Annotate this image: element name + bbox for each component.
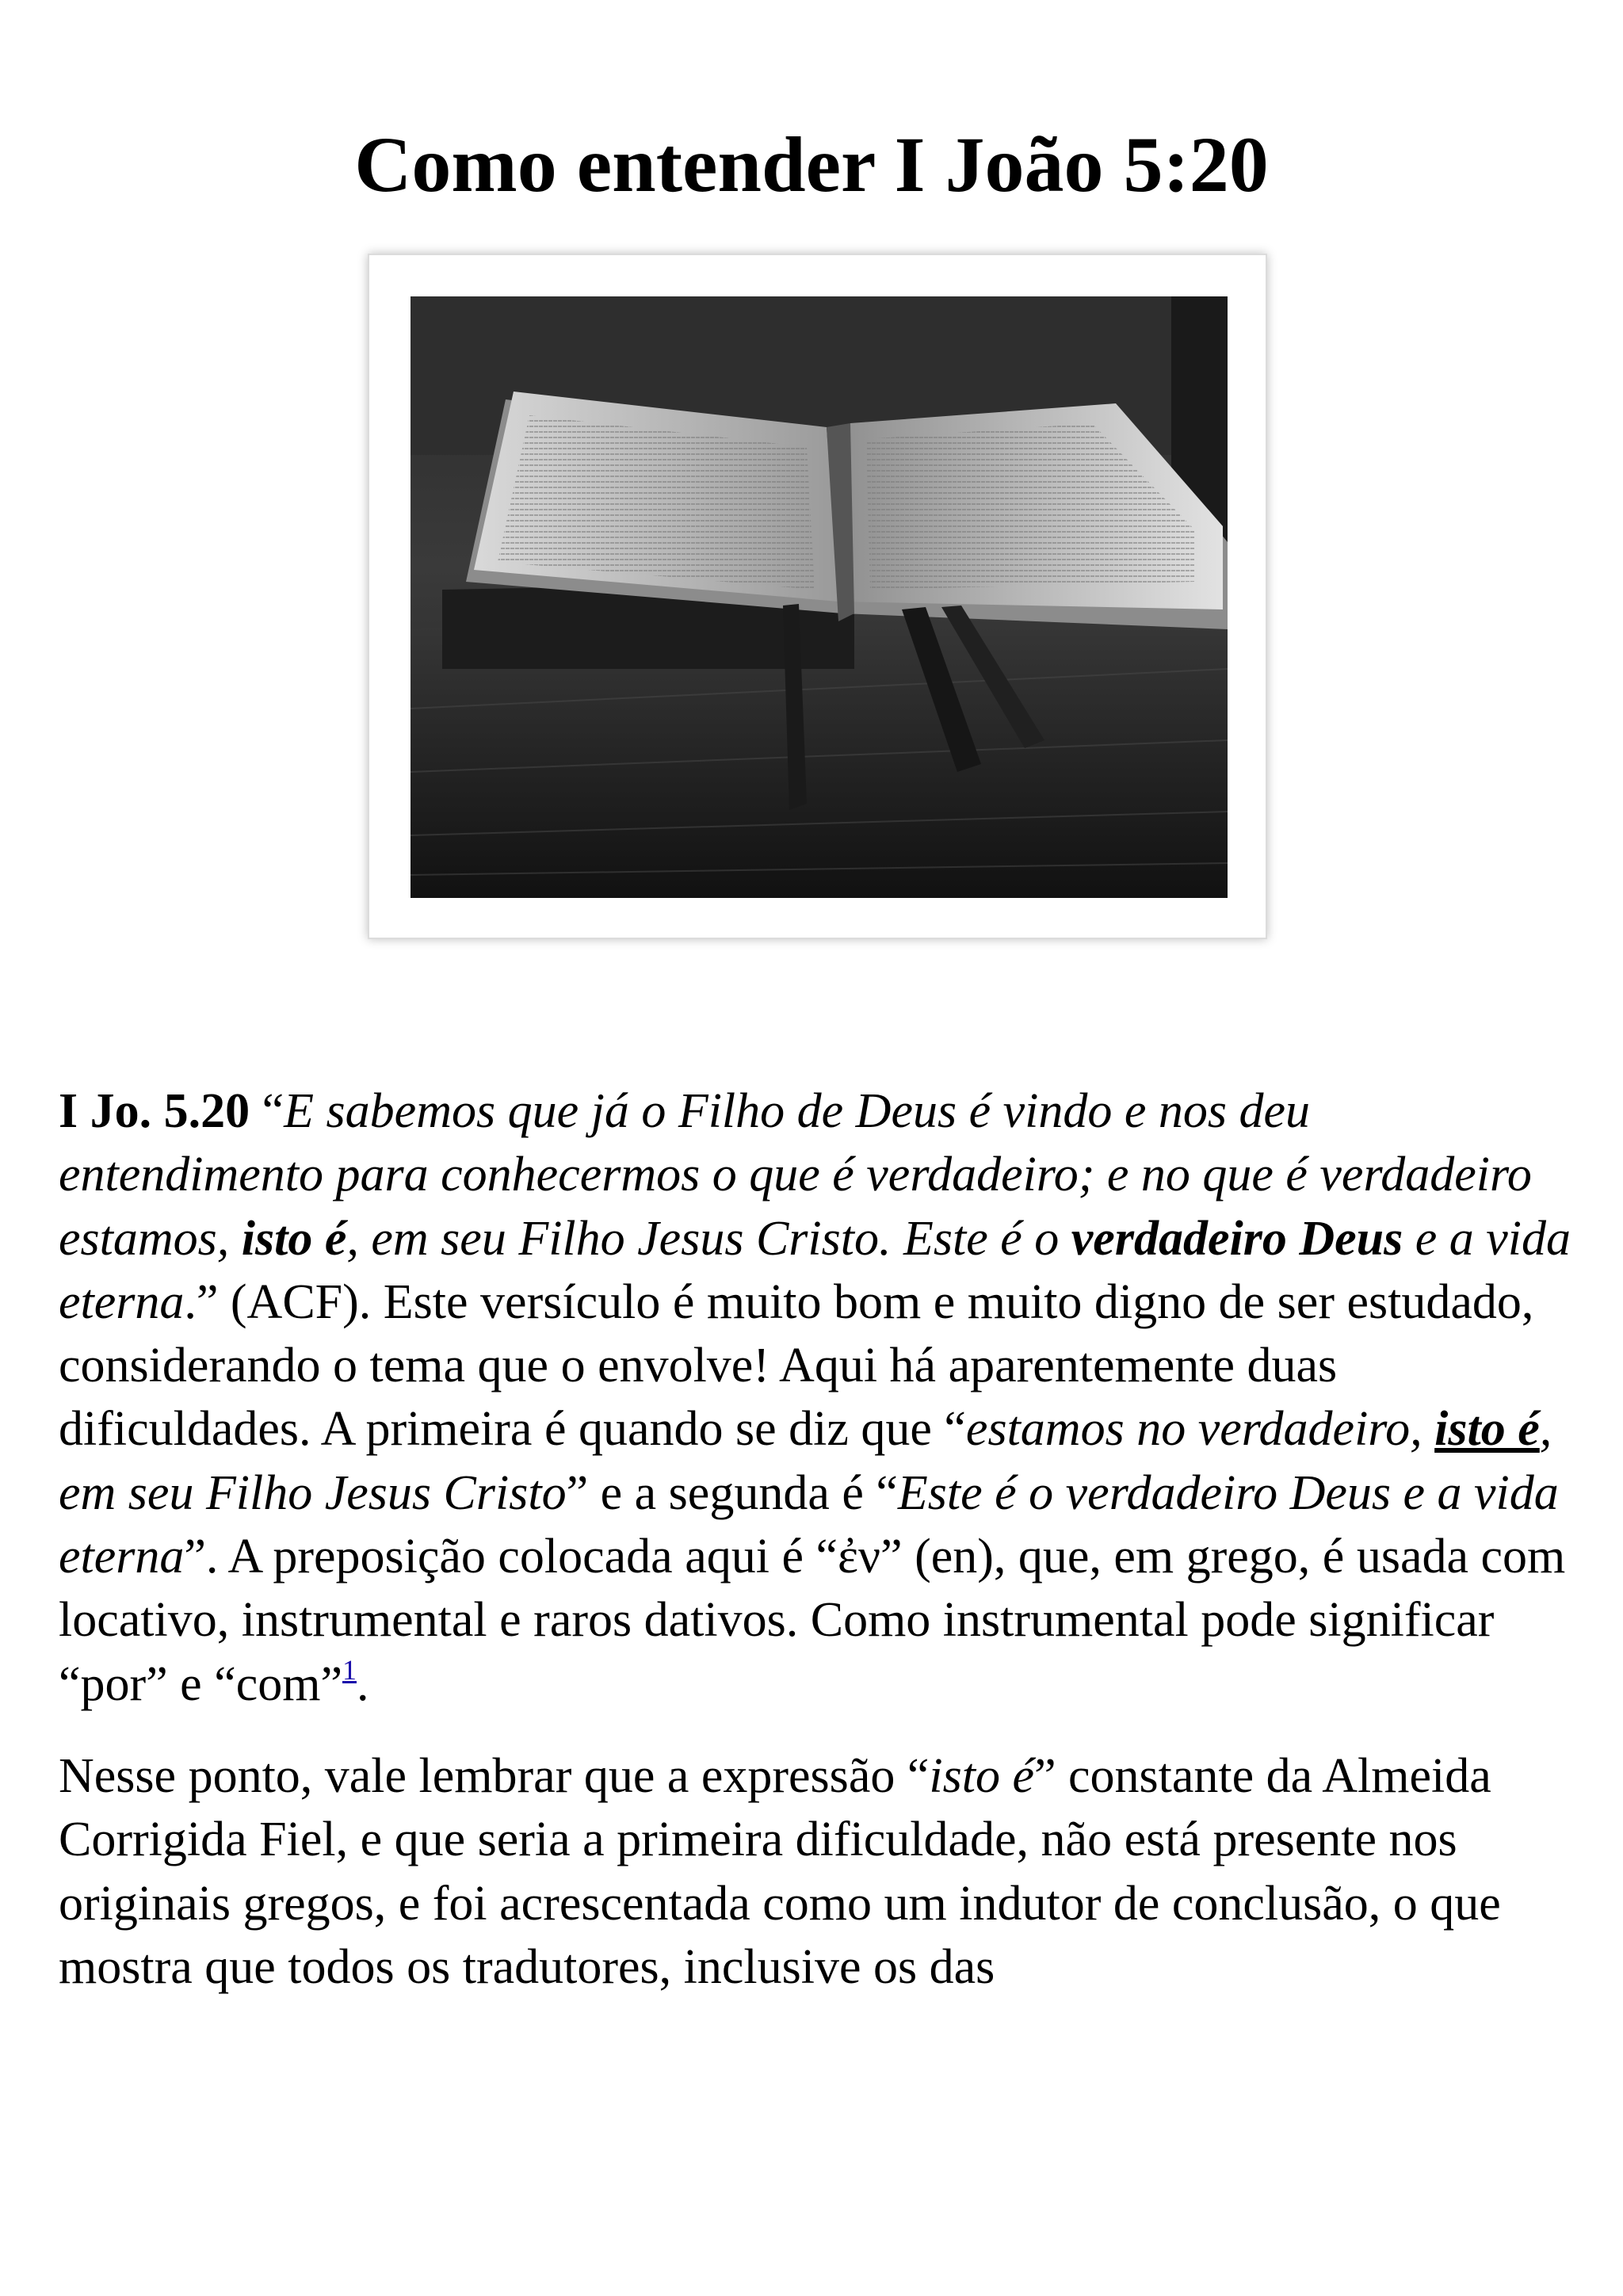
text-span: ” e a segunda é “ xyxy=(566,1465,898,1520)
quote-italic: e a vida eterna xyxy=(59,1211,1571,1329)
photo-frame xyxy=(368,254,1267,939)
quote-italic: E sabemos que já o Filho de Deus é vindo e nos deu entendimento para conhecermos o que é verdadeiro; e no que é verdadeiro estamos, xyxy=(59,1084,1532,1266)
quote-italic: , em seu Filho Jesus Cristo xyxy=(59,1402,1552,1520)
quote-italic: , em seu Filho Jesus Cristo. Este é o xyxy=(346,1211,1071,1266)
body-text xyxy=(59,1079,1580,1999)
quote-bold-italic: verdadeiro Deus xyxy=(1071,1211,1403,1266)
footnote-link[interactable]: 1 xyxy=(342,1653,357,1686)
text-span: ”. A preposição colocada aqui é “ἐν” (en), que, em grego, é usada com locativo, instrumental e raros dativos. Como instrumental pode significar “por” e “com” xyxy=(59,1530,1566,1711)
paragraph-2 xyxy=(59,1744,1580,1999)
text-span: ” constante da Almeida Corrigida Fiel, e que seria a primeira dificuldade, não está presente nos originais gregos, e foi acrescentada como um indutor de conclusão, o que mostra que todos os tradutores, inclusive os das xyxy=(59,1748,1501,1994)
quote-italic: Este é o verdadeiro Deus e a vida eterna xyxy=(59,1465,1559,1584)
quote-bold-italic: isto é xyxy=(241,1211,347,1266)
text-span: . xyxy=(356,1656,369,1711)
open-bible-photo xyxy=(411,296,1228,898)
text-span: “ xyxy=(250,1084,285,1138)
quote-bold-underlined: isto é xyxy=(1434,1402,1540,1457)
text-span: Nesse ponto, vale lembrar que a expressão “ xyxy=(59,1748,930,1803)
quote-italic: estamos no verdadeiro, xyxy=(965,1402,1435,1457)
paragraph-1 xyxy=(59,1079,1580,1716)
open-bible-illustration xyxy=(411,296,1228,898)
text-span: .” (ACF). Este versículo é muito bom e muito digno de ser estudado, considerando o tema que o envolve! Aqui há aparentemente duas dificuldades. A primeira é quando se diz que “ xyxy=(59,1274,1534,1457)
quote-italic: isto é xyxy=(929,1748,1034,1803)
page-title: Como entender I João 5:20 xyxy=(354,120,1269,208)
verse-reference: I Jo. 5.20 xyxy=(59,1084,250,1138)
